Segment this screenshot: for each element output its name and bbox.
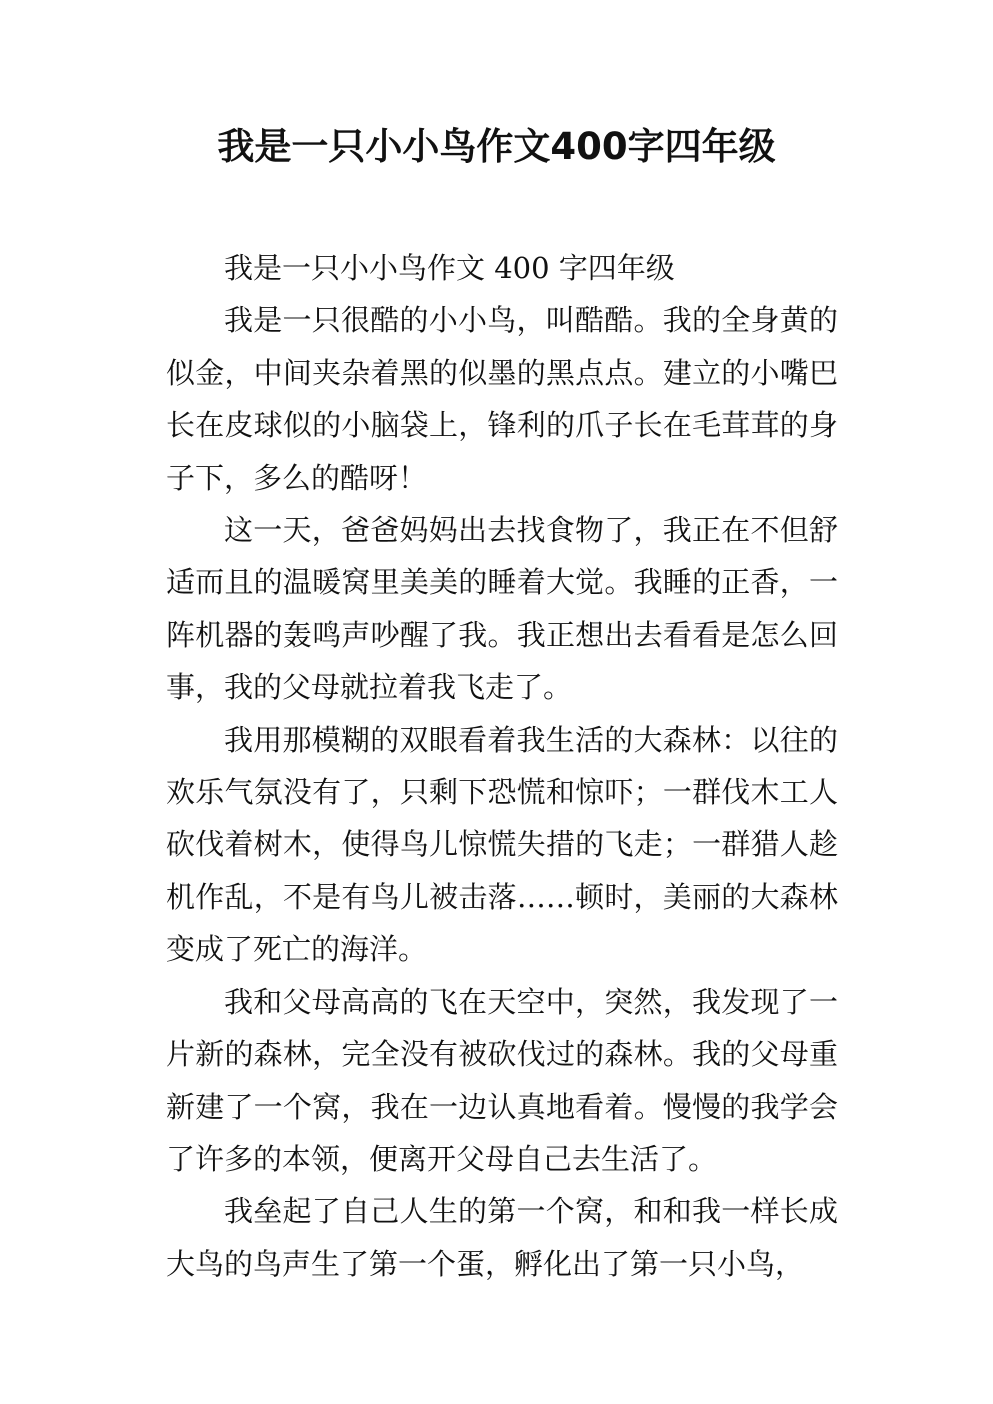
paragraph-heading: 我是一只小小鸟作文 400 字四年级 (224, 251, 675, 285)
paragraph: 我用那模糊的双眼看着我生活的大森林：以往的欢乐气氛没有了，只剩下恐慌和惊吓；一群伐木工人砍伐着树木，使得鸟儿惊慌失措的飞走；一群猎人趁机作乱，不是有鸟儿被击落……顿时，美丽的大森林变成了死亡的海洋。 (166, 722, 838, 967)
paragraph: 这一天，爸爸妈妈出去找食物了，我正在不但舒适而且的温暖窝里美美的睡着大觉。我睡的正香，一阵机器的轰鸣声吵醒了我。我正想出去看看是怎么回事，我的父母就拉着我飞走了。 (166, 513, 838, 705)
document-title: 我是一只小小鸟作文400字四年级 (217, 125, 776, 168)
paragraph: 我是一只很酷的小小鸟，叫酷酷。我的全身黄的似金，中间夹杂着黑的似墨的黑点点。建立的小嘴巴长在皮球似的小脑袋上，锋利的爪子长在毛茸茸的身子下，多么的酷呀！ (166, 303, 838, 495)
paragraph: 我垒起了自己人生的第一个窝，和和我一样长成大鸟的鸟声生了第一个蛋，孵化出了第一只小鸟， (166, 1194, 838, 1281)
document-body (166, 242, 838, 1290)
paragraph: 我和父母高高的飞在天空中，突然，我发现了一片新的森林，完全没有被砍伐过的森林。我的父母重新建了一个窝，我在一边认真地看着。慢慢的我学会了许多的本领，便离开父母自己去生活了。 (166, 984, 838, 1176)
